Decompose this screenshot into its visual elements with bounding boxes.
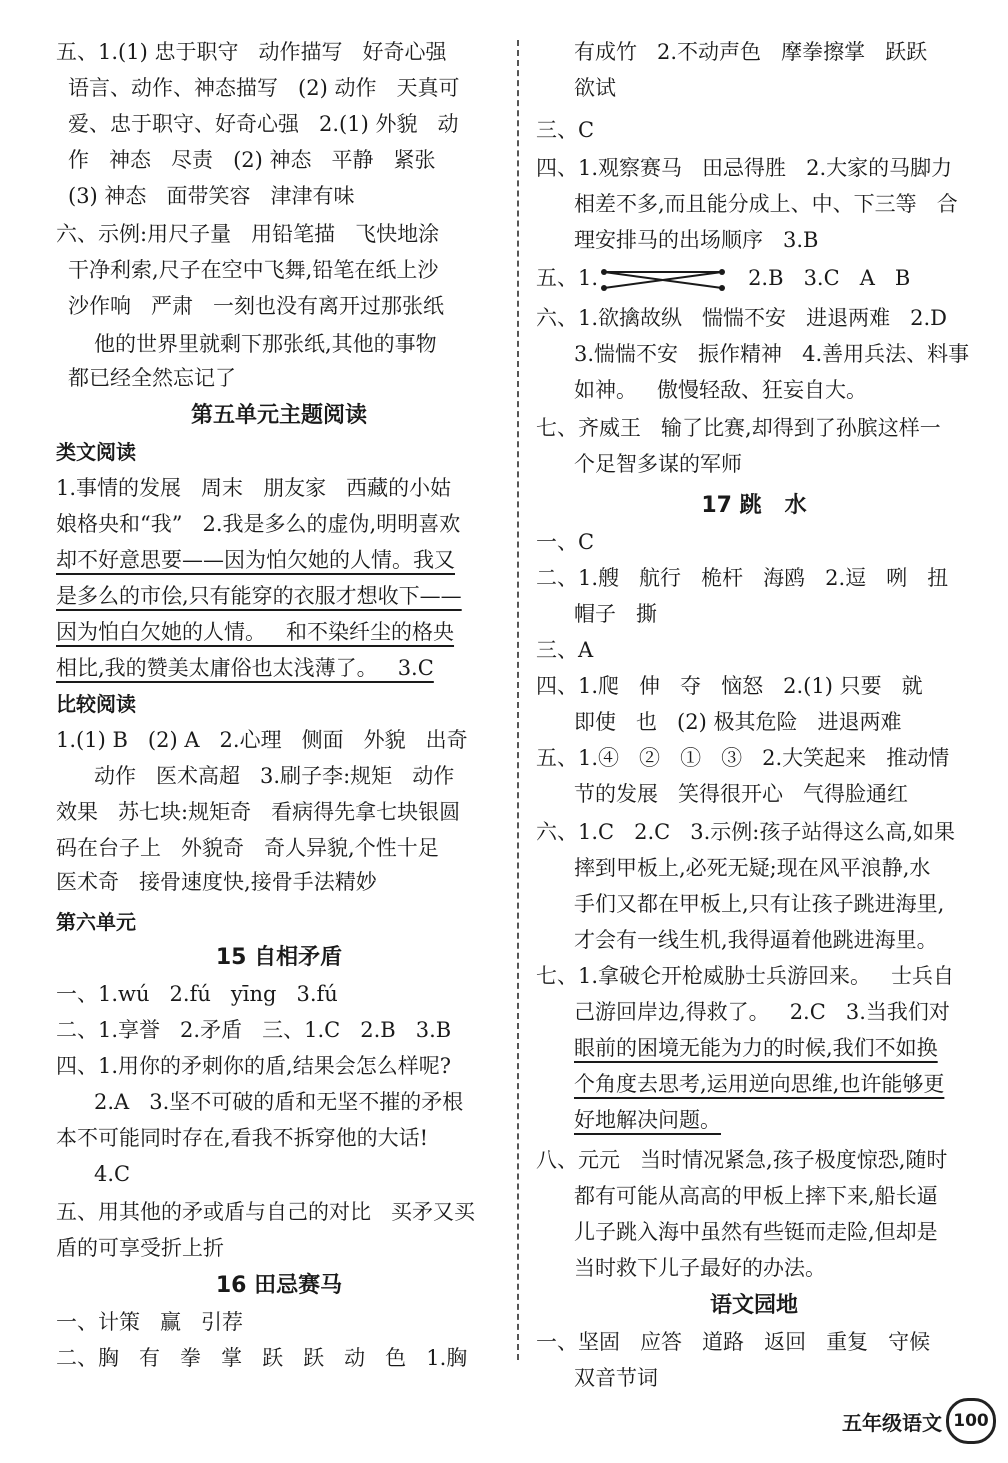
right-line-24: 才会有一线生机,我得逼着他跳进海里。 <box>574 928 938 952</box>
right-line-23: 手们又都在甲板上,只有让孩子跳进海里, <box>574 892 945 916</box>
page-footer <box>842 1398 996 1444</box>
left-line-7: 沙作响 严肃 一刻也没有离开过那张纸 <box>68 294 445 318</box>
left-line-36: 二、胸 有 拳 掌 跃 跃 动 色 1.胸 <box>56 1346 468 1370</box>
footer-label: 五年级语文 <box>842 1410 942 1435</box>
right-line-25: 七、1.拿破仑开枪威胁士兵游回来。 士兵自 <box>536 964 955 988</box>
right-line-32: 儿子跳入海中虽然有些铤而走险,但却是 <box>574 1220 938 1244</box>
left-line-35: 一、计策 赢 引荐 <box>56 1310 244 1334</box>
matching-lines-diagram <box>598 265 728 295</box>
left-line-8: 他的世界里就剩下那张纸,其他的事物 <box>94 332 437 356</box>
left-line-15: 是多么的市侩,只有能穿的衣服才想收下—— <box>56 584 462 608</box>
right-line-26: 己游回岸边,得救了。 2.C 3.当我们对 <box>574 1000 950 1024</box>
right-line-13: 一、C <box>536 530 595 554</box>
right-line-1: 欲试 <box>574 76 616 100</box>
left-line-3: 作 神态 尽责 (2) 神态 平静 紧张 <box>68 148 436 172</box>
left-line-2: 爱、忠于职守、好奇心强 2.(1) 外貌 动 <box>68 112 459 136</box>
right-line-36: 双音节词 <box>574 1366 658 1390</box>
left-line-28: 四、1.用你的矛刺你的盾,结果会怎么样呢? <box>56 1054 451 1078</box>
left-line-14: 却不好意思要——因为怕欠她的人情。我又 <box>56 548 455 572</box>
left-line-24: 第六单元 <box>56 910 136 934</box>
right-line-14: 二、1.艘 航行 桅杆 海鸥 2.逗 咧 扭 <box>536 566 949 590</box>
left-line-27: 二、1.享誉 2.矛盾 三、1.C 2.B 3.B <box>56 1018 452 1042</box>
right-line-2: 三、C <box>536 118 595 142</box>
left-line-1: 语言、动作、神态描写 (2) 动作 天真可 <box>68 76 460 100</box>
page-number: 100 <box>946 1398 996 1444</box>
left-line-34: 16 田忌赛马 <box>215 1273 343 1298</box>
right-line-20: 节的发展 笑得很开心 气得脸通红 <box>574 782 909 806</box>
right-line-35: 一、坚固 应答 道路 返回 重复 守候 <box>536 1330 931 1354</box>
right-line-12: 17 跳 水 <box>701 493 807 518</box>
left-line-20: 动作 医术高超 3.刷子李:规矩 动作 <box>94 764 455 788</box>
right-line-18: 即使 也 (2) 极其危险 进退两难 <box>574 710 902 734</box>
left-line-11: 类文阅读 <box>56 440 136 464</box>
left-line-21: 效果 苏七块:规矩奇 看病得先拿七块银圆 <box>56 800 461 824</box>
right-line-29: 好地解决问题。 <box>574 1108 721 1132</box>
left-line-18: 比较阅读 <box>56 692 136 716</box>
right-line-4: 相差不多,而且能分成上、中、下三等 合 <box>574 192 958 216</box>
left-line-0: 五、1.(1) 忠于职守 动作描写 好奇心强 <box>56 40 447 64</box>
right-line-21: 六、1.C 2.C 3.示例:孩子站得这么高,如果 <box>536 820 956 844</box>
left-line-12: 1.事情的发展 周末 朋友家 西藏的小姑 <box>56 476 452 500</box>
left-line-26: 一、1.wú 2.fú yīng 3.fú <box>56 982 338 1006</box>
right-line-3: 四、1.观察赛马 田忌得胜 2.大家的马脚力 <box>536 156 953 180</box>
left-line-32: 五、用其他的矛或盾与自己的对比 买矛又买 <box>56 1200 476 1224</box>
left-line-33: 盾的可享受折上折 <box>56 1236 224 1260</box>
left-line-23: 医术奇 接骨速度快,接骨手法精妙 <box>56 870 377 894</box>
right-line-7: 六、1.欲擒故纵 惴惴不安 进退两难 2.D <box>536 306 947 330</box>
left-line-30: 本不可能同时存在,看我不拆穿他的大话! <box>56 1126 429 1150</box>
right-line-34: 语文园地 <box>709 1293 798 1318</box>
answer-prefix: 五、1. <box>536 266 599 290</box>
right-line-31: 都有可能从高高的甲板上摔下来,船长逼 <box>574 1184 938 1208</box>
left-line-9: 都已经全然忘记了 <box>68 366 236 390</box>
left-line-25: 15 自相矛盾 <box>215 945 343 970</box>
right-line-10: 七、齐威王 输了比赛,却得到了孙膑这样一 <box>536 416 941 440</box>
left-line-29: 2.A 3.坚不可破的盾和无坚不摧的矛根 <box>94 1090 464 1114</box>
column-divider <box>517 40 519 1360</box>
right-line-8: 3.惴惴不安 振作精神 4.善用兵法、料事 <box>574 342 970 366</box>
left-line-16: 因为怕白欠她的人情。 和不染纤尘的格央 <box>56 620 455 644</box>
left-line-31: 4.C <box>94 1162 131 1186</box>
right-line-11: 个足智多谋的军师 <box>574 452 742 476</box>
right-line-22: 摔到甲板上,必死无疑;现在风平浪静,水 <box>574 856 931 880</box>
right-line-16: 三、A <box>536 638 594 662</box>
left-line-4: (3) 神态 面带笑容 津津有味 <box>68 184 355 208</box>
left-line-13: 娘格央和“我” 2.我是多么的虚伪,明明喜欢 <box>56 512 461 536</box>
right-line-33: 当时救下儿子最好的办法。 <box>574 1256 826 1280</box>
right-line-0: 有成竹 2.不动声色 摩拳擦掌 跃跃 <box>574 40 928 64</box>
right-line-27: 眼前的困境无能为力的时候,我们不如换 <box>574 1036 938 1060</box>
right-line-19: 五、1.④ ② ① ③ 2.大笑起来 推动情 <box>536 746 950 770</box>
right-line-6 <box>536 260 910 296</box>
right-line-17: 四、1.爬 伸 夺 恼怒 2.(1) 只要 就 <box>536 674 923 698</box>
left-line-22: 码在台子上 外貌奇 奇人异貌,个性十足 <box>56 836 439 860</box>
right-line-28: 个角度去思考,运用逆向思维,也许能够更 <box>574 1072 945 1096</box>
left-line-17: 相比,我的赞美太庸俗也太浅薄了。 3.C <box>56 656 434 680</box>
right-line-9: 如神。 傲慢轻敌、狂妄自大。 <box>574 378 868 402</box>
right-line-5: 理安排马的出场顺序 3.B <box>574 228 819 252</box>
left-line-19: 1.(1) B (2) A 2.心理 侧面 外貌 出奇 <box>56 728 468 752</box>
left-line-10: 第五单元主题阅读 <box>190 403 367 428</box>
left-line-5: 六、示例:用尺子量 用铅笔描 飞快地涂 <box>56 222 440 246</box>
right-line-15: 帽子 撕 <box>574 602 658 626</box>
left-line-6: 干净利索,尺子在空中飞舞,铅笔在纸上沙 <box>68 258 439 282</box>
right-line-30: 八、元元 当时情况紧急,孩子极度惊恐,随时 <box>536 1148 948 1172</box>
answer-suffix: 2.B 3.C A B <box>728 266 911 290</box>
